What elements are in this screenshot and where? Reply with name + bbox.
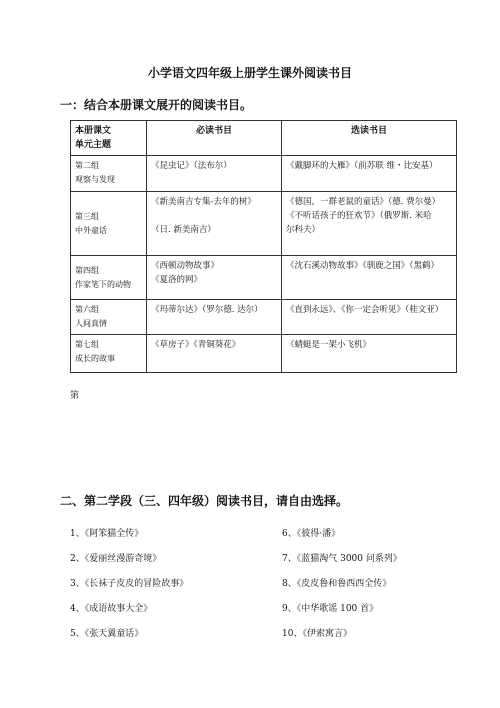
unit-theme: 观察与发现 (75, 175, 115, 184)
book-title: 《西顿动物故事》 (151, 261, 220, 271)
table-row (71, 192, 457, 256)
book-title: 《戴脚环的大雁》（前苏联 维・比安基） (286, 161, 438, 171)
unit-cell (71, 156, 147, 192)
unit-name: 第七组 (75, 340, 99, 349)
list-item (70, 601, 470, 626)
optional-books-cell (282, 192, 457, 256)
unit-theme: 成长的故事 (75, 354, 115, 363)
unit-theme: 作家笔下的动物 (75, 279, 131, 289)
header-optional: 选读书目 (282, 121, 457, 156)
book-item: 5、《张天翼童话》 (70, 629, 144, 639)
section-heading-2: 二、第二学段（三、四年级）阅读书目，请自由选择。 (60, 494, 349, 508)
book-title: 《玛蒂尔达》（罗尔德. 达尔） (151, 305, 263, 315)
book-item: 8、《皮皮鲁和鲁西西全传》 (282, 579, 392, 589)
table-row (71, 256, 457, 300)
book-item: 9、《中华歌谣 100 首》 (282, 604, 379, 614)
page-title: 小学语文四年级上册学生课外阅读书目 (147, 66, 352, 80)
book-title: 《昆虫记》（法布尔） (151, 161, 232, 171)
book-item: 6、《彼得·潘》 (282, 529, 341, 539)
header-unit-theme: 本册课文 单元主题 (71, 121, 147, 156)
optional-books-cell (282, 256, 457, 300)
unit-theme: 人间真情 (75, 319, 107, 328)
book-title: 《德国，一群老鼠的童话》（德. 费尔曼） (286, 197, 441, 207)
book-title: 《不听话孩子的狂欢节》（俄罗斯. 米哈 (286, 211, 432, 221)
header-required: 必读书目 (147, 121, 282, 156)
unit-name: 第四组 (75, 265, 99, 275)
unit-cell (71, 335, 147, 373)
list-item (70, 626, 470, 651)
book-item: 7、《蓝猫淘气 3000 问系列》 (282, 554, 402, 564)
unit-name: 第三组 (75, 211, 99, 221)
book-title: 《夏洛的网》 (151, 275, 203, 285)
book-item: 10、《伊索寓言》 (282, 629, 352, 639)
book-item: 1、《阿笨猫全传》 (70, 529, 144, 539)
book-item: 3、《长袜子皮皮的冒险故事》 (70, 579, 189, 589)
required-books-cell (147, 156, 282, 192)
book-title: 《新美南吉专集-去年的树》 (151, 197, 256, 207)
required-books-cell (147, 335, 282, 373)
list-item (70, 576, 470, 601)
required-books-cell (147, 256, 282, 300)
book-title: 尔科夫） (286, 225, 321, 235)
section-heading-1: 一：结合本册课文展开的阅读书目。 (60, 98, 253, 112)
stray-text: 第 (70, 391, 80, 401)
table-row (71, 335, 457, 373)
book-title: 《沈石溪动物故事》《驯鹿之国》（黑鹤） (286, 261, 440, 271)
table-header-row (71, 121, 457, 156)
unit-name: 第二组 (75, 161, 99, 170)
required-books-cell (147, 192, 282, 256)
unit-cell (71, 192, 147, 256)
book-title: 《直到永远》、《你一定会听见》（桂文亚） (286, 305, 444, 315)
required-books-cell (147, 300, 282, 335)
unit-theme: 中外童话 (75, 225, 107, 235)
book-title: 《蜻蜓是一架小飞机》 (286, 340, 372, 350)
optional-books-cell (282, 300, 457, 335)
book-item: 4、《成语故事大全》 (70, 604, 153, 614)
book-list (70, 526, 470, 651)
book-title: （日. 新美南吉） (151, 225, 216, 235)
unit-name: 第六组 (75, 305, 99, 314)
optional-books-cell (282, 335, 457, 373)
list-item (70, 551, 470, 576)
table-row (71, 156, 457, 192)
unit-cell (71, 300, 147, 335)
table-row (71, 300, 457, 335)
unit-cell (71, 256, 147, 300)
optional-books-cell (282, 156, 457, 192)
book-title: 《草房子》《青铜葵花》 (151, 340, 241, 350)
reading-list-table (70, 120, 457, 373)
book-item: 2、《爱丽丝漫游奇境》 (70, 554, 162, 564)
list-item (70, 526, 470, 551)
